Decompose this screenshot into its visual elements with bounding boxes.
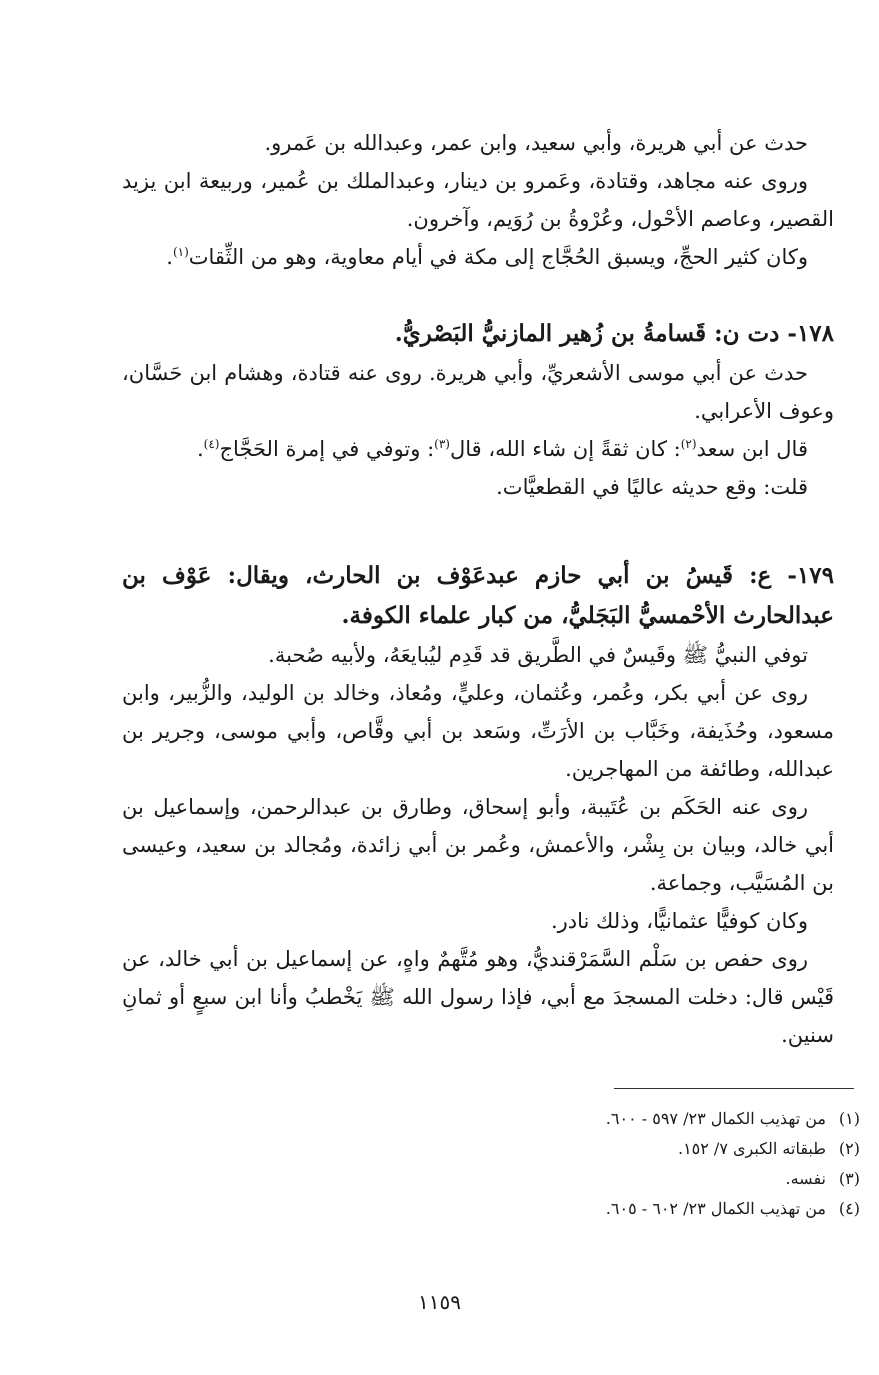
paragraph: روى حفص بن سَلْم السَّمَرْقنديُّ، وهو مُتَّهمٌ واهٍ، عن إسماعيل بن أبي خالد، عن قَيْس قال: دخلت المسجدَ مع أبي، فإذا رسول الله ﷺ يَخْطبُ وأنا ابن سبعٍ أو ثمانِ سنين. (122, 947, 834, 1047)
paragraph-end: . (196, 437, 204, 461)
paragraph-text: : وتوفي في إمرة الحَجَّاج (219, 437, 435, 461)
paragraph-text: : كان ثقةً إن شاء الله، قال (449, 437, 681, 461)
footnote-text: نفسه. (785, 1169, 826, 1188)
footnotes (300, 1104, 860, 1224)
footnote (300, 1134, 860, 1164)
footnote-divider (614, 1088, 854, 1089)
paragraph: توفي النبيُّ ﷺ وقَيسٌ في الطَّريق قد قَدِم ليُبايعَهُ، ولأبيه صُحبة. (268, 643, 808, 667)
footnote-ref: (٤) (203, 437, 220, 451)
entry-heading-178: ١٧٨- دت ن: قَسامةُ بن زُهير المازنيُّ البَصْريُّ. (394, 320, 834, 347)
paragraph: وكان كوفيًّا عثمانيًّا، وذلك نادر. (550, 909, 808, 933)
paragraph: حدث عن أبي هريرة، وأبي سعيد، وابن عمر، وعبدالله بن عَمرو. (264, 131, 808, 155)
entry-178 (122, 314, 834, 506)
paragraph (122, 238, 834, 276)
paragraph: قلت: وقع حديثه عاليًا في القطعيَّات. (496, 475, 808, 499)
footnote-number: (١) (838, 1109, 860, 1128)
entry-179 (122, 556, 834, 1054)
paragraph-text: قال ابن سعد (696, 437, 808, 461)
main-text (122, 124, 834, 276)
paragraph: وروى عنه مجاهد، وقتادة، وعَمرو بن دينار، وعبدالملك بن عُمير، وربيعة ابن يزيد القصير، وعاصم الأحْول، وعُرْوةُ بن رُوَيم، وآخرون. (122, 169, 834, 231)
footnote-ref: (٣) (434, 437, 450, 451)
footnote (300, 1164, 860, 1194)
paragraph (122, 430, 834, 468)
page-number: ١١٥٩ (418, 1290, 461, 1314)
footnote-ref: (٢) (680, 437, 697, 451)
footnote-text: من تهذيب الكمال ٢٣/ ٥٩٧ - ٦٠٠. (605, 1109, 826, 1128)
footnote-ref: (١) (172, 245, 189, 259)
footnote-number: (٤) (838, 1199, 860, 1218)
footnote-text: طبقاته الكبرى ٧/ ١٥٢. (677, 1139, 826, 1158)
footnote-number: (٢) (838, 1139, 860, 1158)
paragraph-end: . (166, 245, 173, 269)
paragraph-text: وكان كثير الحجِّ، ويسبق الحُجَّاج إلى مكة في أيام معاوية، وهو من الثِّقات (188, 245, 808, 269)
entry-heading-179: ١٧٩- ع: قَيسُ بن أبي حازم عبدعَوْف بن الحارث، ويقال: عَوْف بن عبدالحارث الأحْمسيُّ البَجَليُّ، من كبار علماء الكوفة. (122, 562, 834, 629)
footnote (300, 1104, 860, 1134)
footnote-text: من تهذيب الكمال ٢٣/ ٦٠٢ - ٦٠٥. (605, 1199, 826, 1218)
footnote-number: (٣) (838, 1169, 860, 1188)
footnote (300, 1194, 860, 1224)
paragraph: روى عن أبي بكر، وعُمر، وعُثمان، وعليٍّ، ومُعاذ، وخالد بن الوليد، والزُّبير، وابن مسعود، وحُذَيفة، وخَبَّاب بن الأرَتِّ، وسَعد بن أبي وقَّاص، وأبي موسى، وجرير بن عبدالله، وطائفة من المهاجرين. (122, 681, 834, 781)
paragraph: حدث عن أبي موسى الأشعريِّ، وأبي هريرة. روى عنه قتادة، وهشام ابن حَسَّان، وعوف الأعرابي. (122, 361, 834, 423)
paragraph: روى عنه الحَكَم بن عُتَيبة، وأبو إسحاق، وطارق بن عبدالرحمن، وإسماعيل بن أبي خالد، وبيان بن بِشْر، والأعمش، وعُمر بن أبي زائدة، ومُجالد بن سعيد، وعيسى بن المُسَيَّب، وجماعة. (122, 795, 834, 895)
